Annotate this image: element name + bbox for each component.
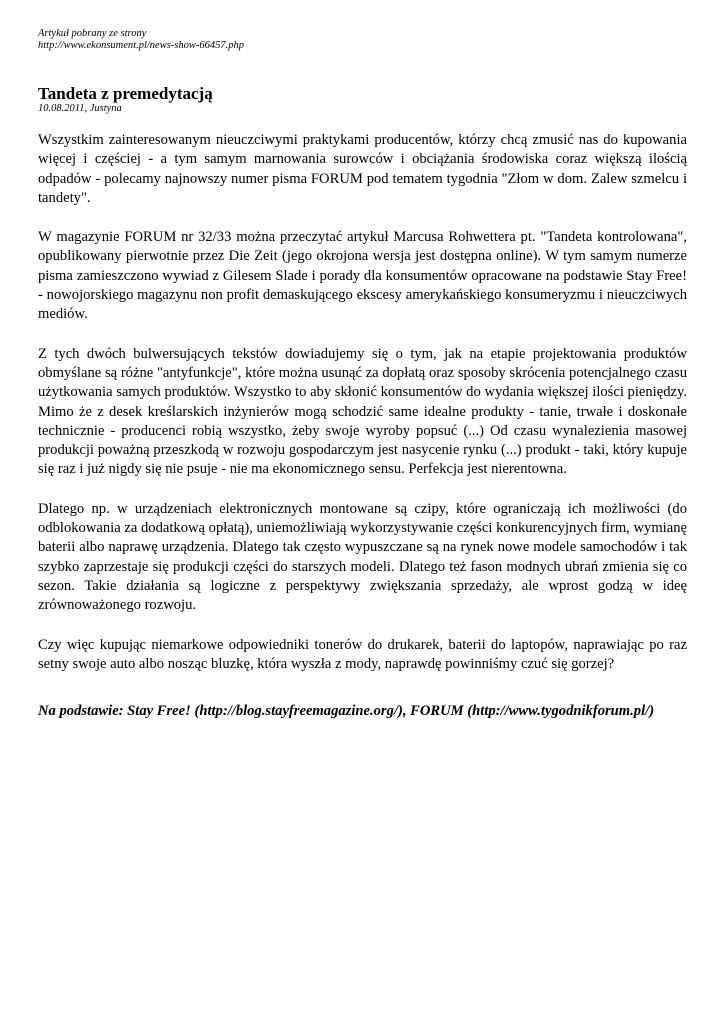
article-paragraph: Dlatego np. w urządzeniach elektronicznych montowane są czipy, które ograniczają ich możliwości (do odblokowania za dodatkową opłatą), uniemożliwiają wykorzystywanie części konkurencyjnych firm, wymianę baterii albo naprawę urządzenia. Dlatego tak często wypuszczane są na rynek nowe modele samochodów i tak szybko zaprzestaje się produkcji części do starszych modeli. Dlatego też fason modnych ubrań zmienia się co sezon. Takie działania są logiczne z perspektywy zwiększania sprzedaży, ale wprost godzą w ideę zrównoważonego rozwoju. [38, 500, 687, 614]
source-note: Na podstawie: Stay Free! (http://blog.stayfreemagazine.org/), FORUM (http://www.tygodnikforum.pl/) [38, 703, 655, 720]
article-paragraph: Wszystkim zainteresowanym nieuczciwymi praktykami producentów, którzy chcą zmusić nas do kupowania więcej i częściej - a tym samym marnowania surowców i obciążania środowiska coraz większą ilością odpadów - polecamy najnowszy numer pisma FORUM pod tematem tygodnia "Złom w dom. Zalew szmelcu i tandety". [38, 132, 687, 206]
source-label: Artykuł pobrany ze strony [38, 28, 147, 39]
article-body [38, 131, 687, 674]
article-paragraph: Z tych dwóch bulwersujących tekstów dowiadujemy się o tym, jak na etapie projektowania produktów obmyślane są różne "antyfunkcje", które można usunąć za dopłatą oraz sposoby skrócenia potencjalnego czasu użytkowania samych produktów. Wszystko to aby skłonić konsumentów do wydania większej ilości pieniędzy. Mimo że z desek kreślarskich inżynierów mogą schodzić same idealne produkty - tanie, trwałe i doskonałe technicznie - producenci robią wszystko, żeby swoje wyroby popsuć (...) Od czasu wynalezienia masowej produkcji poważną przeszkodą w rozwoju gospodarczym jest nasycenie rynku (...) produkt - taki, który kupuje się raz i już nigdy się nie psuje - nie ma ekonomicznego sensu. Perfekcja jest nierentowna. [38, 345, 687, 478]
source-url: http://www.ekonsument.pl/news-show-66457.php [38, 40, 245, 51]
document-page [38, 28, 687, 721]
article-paragraph: W magazynie FORUM nr 32/33 można przeczytać artykuł Marcusa Rohwettera pt. "Tandeta kontrolowana", opublikowany pierwotnie przez Die Zeit (jego okrojona wersja jest dostępna online). W tym samym numerze pisma zamieszczono wywiad z Gilesem Slade i porady dla konsumentów opracowane na podstawie Stay Free! - nowojorskiego magazynu non profit demaskującego ekscesy amerykańskiego konsumeryzmu i nieuczciwych mediów. [38, 229, 687, 323]
article-title: Tandeta z premedytacją [38, 84, 213, 103]
article-paragraph: Czy więc kupując niemarkowe odpowiedniki tonerów do drukarek, baterii do laptopów, naprawiając po raz setny swoje auto albo nosząc bluzkę, która wyszła z mody, naprawdę powinniśmy czuć się gorzej? [38, 636, 687, 672]
source-header [38, 28, 687, 52]
article-meta: 10.08.2011, Justyna [38, 103, 122, 114]
